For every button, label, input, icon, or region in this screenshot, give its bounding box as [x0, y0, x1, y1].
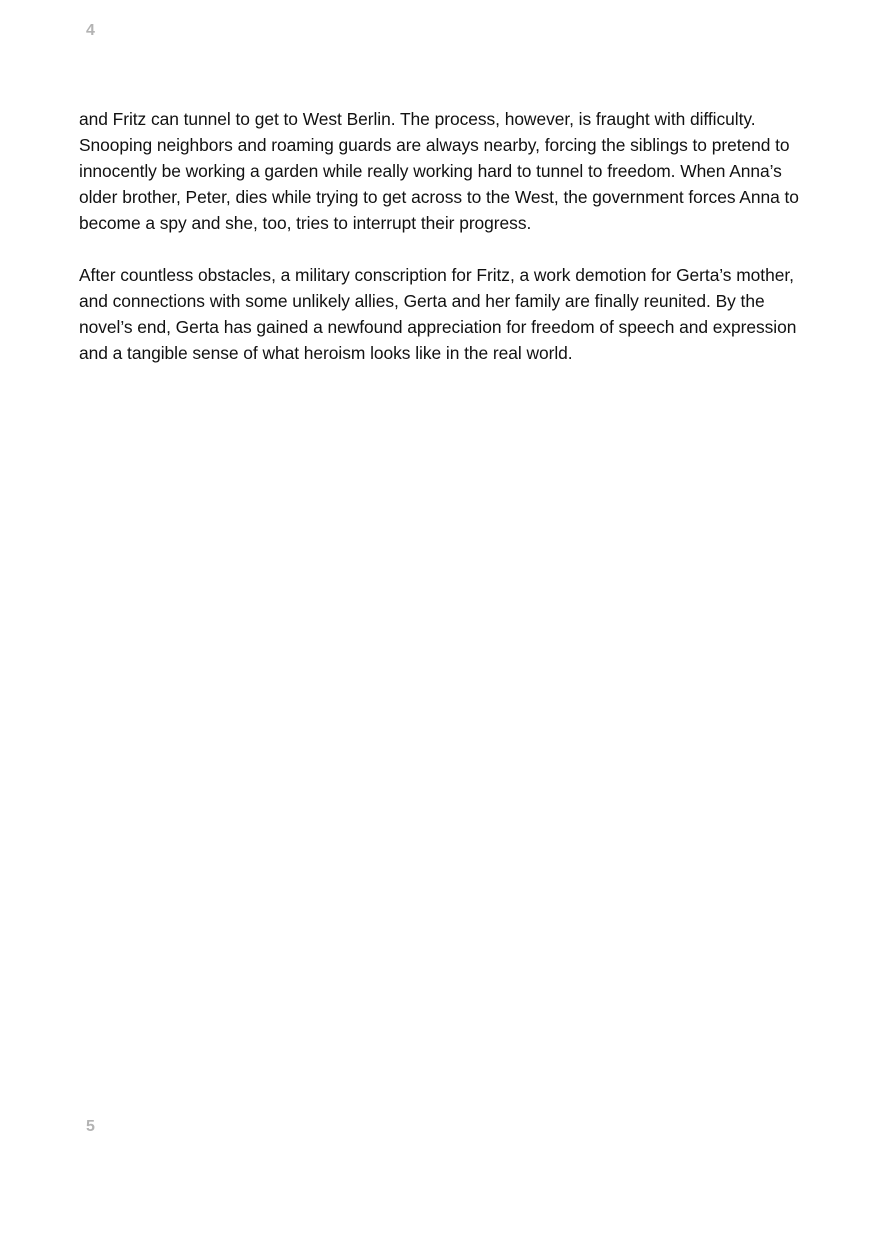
document-body: [79, 106, 801, 392]
body-paragraph-1: and Fritz can tunnel to get to West Berlin. The process, however, is fraught with difficulty. Snooping neighbors and roaming guards are always nearby, forcing the siblings to pretend to innocently be working a garden while really working hard to tunnel to freedom. When Anna’s older brother, Peter, dies while trying to get across to the West, the government forces Anna to become a spy and she, too, tries to interrupt their progress.: [79, 109, 799, 233]
body-paragraph-2: After countless obstacles, a military conscription for Fritz, a work demotion for Gerta’s mother, and connections with some unlikely allies, Gerta and her family are finally reunited. By the novel’s end, Gerta has gained a newfound appreciation for freedom of speech and expression and a tangible sense of what heroism looks like in the real world.: [79, 265, 797, 363]
page-number-bottom: 5: [86, 1118, 95, 1135]
page-number-top: 4: [86, 22, 95, 39]
